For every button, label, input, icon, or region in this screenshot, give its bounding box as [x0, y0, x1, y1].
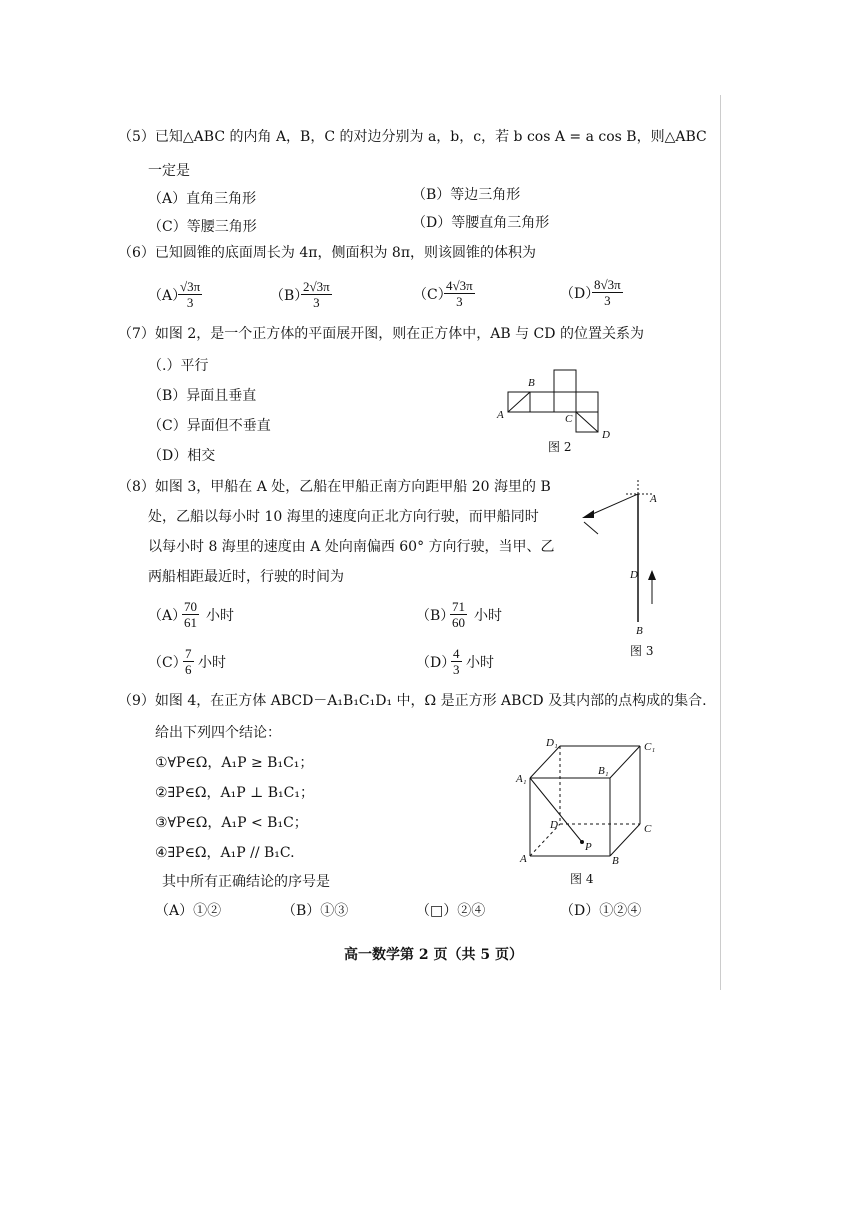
q6-denominator-a: 3	[186, 295, 194, 310]
fig4-label-d1: D₁	[546, 737, 558, 749]
q8-denominator-d: 3	[453, 662, 460, 677]
q9-ask: 其中所有正确结论的序号是	[162, 874, 330, 890]
fig4-label-d: D	[550, 819, 558, 831]
figure-2-cube-net	[496, 366, 616, 446]
q9-conclusion-2: ②∃P∈Ω，A₁P ⊥ B₁C₁；	[155, 785, 314, 801]
q6-numerator-b: 2√3π	[303, 279, 330, 294]
q6-fraction-d	[592, 277, 623, 308]
q9-conclusion-4: ④∃P∈Ω，A₁P // B₁C.	[155, 845, 295, 861]
q9-conclusion-1: ①∀P∈Ω，A₁P ≥ B₁C₁；	[155, 755, 314, 771]
q8-denominator-a: 61	[184, 615, 197, 630]
q8-numerator-c: 7	[185, 646, 192, 661]
q8-denominator-b: 60	[452, 615, 465, 630]
q8-label-c: （C）	[148, 655, 187, 671]
q6-numerator-d: 8√3π	[594, 277, 621, 292]
figure-3-caption: 图 3	[630, 644, 654, 658]
q6-numerator-c: 4√3π	[446, 278, 473, 293]
q6-label-a: （A）	[148, 288, 187, 304]
q8-fraction-b	[450, 599, 467, 630]
q8-line2: 处，乙船以每小时 10 海里的速度向正北方向行驶，而甲船同时	[148, 509, 539, 525]
q5-stem-line2: 一定是	[148, 163, 190, 179]
q6-label-d: （D）	[560, 286, 600, 302]
figure-3-ship-diagram	[560, 474, 690, 644]
q6-fraction-c	[444, 278, 475, 309]
fig2-label-d: D	[602, 429, 610, 441]
q7-stem: （7）如图 2，是一个正方体的平面展开图，则在正方体中，AB 与 CD 的位置关系为	[118, 326, 644, 342]
q9-stem: （9）如图 4，在正方体 ABCD－A₁B₁C₁D₁ 中，Ω 是正方形 ABCD 及其内部的点构成的集合.	[118, 693, 707, 709]
fig4-label-b: B	[612, 855, 619, 867]
q6-label-c: （C）	[413, 287, 452, 303]
fig4-label-p: P	[585, 841, 592, 853]
fig4-label-b1: B₁	[598, 765, 609, 777]
q8-unit-c: 小时	[198, 655, 226, 671]
q8-line4: 两船相距最近时，行驶的时间为	[148, 569, 344, 585]
q9-intro: 给出下列四个结论：	[155, 725, 281, 741]
q8-unit-b: 小时	[474, 608, 502, 624]
figure-4-caption: 图 4	[570, 872, 594, 886]
q7-option-b: （B）异面且垂直	[148, 388, 257, 404]
fig4-label-c1: C₁	[644, 741, 656, 753]
q6-denominator-b: 3	[313, 295, 320, 310]
q8-label-a: （A）	[148, 608, 187, 624]
fig3-label-d: D	[630, 569, 638, 581]
fig2-label-a: A	[497, 409, 504, 421]
fig2-label-c: C	[565, 413, 573, 425]
q8-fraction-d	[451, 646, 462, 677]
q5-option-b: （B）等边三角形	[412, 187, 521, 203]
q8-label-d: （D）	[416, 655, 456, 671]
q6-denominator-c: 3	[456, 294, 463, 309]
q5-option-a: （A）直角三角形	[148, 191, 257, 207]
fig3-label-b: B	[636, 625, 643, 637]
fig4-label-c: C	[644, 823, 652, 835]
q8-numerator-b: 71	[452, 599, 465, 614]
page-edge-line	[720, 95, 721, 990]
q5-stem-line1: （5）已知△ABC 的内角 A，B，C 的对边分别为 a，b，c，若 b cos A = a cos B，则△ABC	[118, 129, 707, 145]
q7-option-d: （D）相交	[148, 448, 216, 464]
q8-unit-a: 小时	[206, 608, 234, 624]
q8-line1: （8）如图 3，甲船在 A 处，乙船在甲船正南方向距甲船 20 海里的 B	[118, 479, 551, 495]
q6-stem: （6）已知圆锥的底面周长为 4π，侧面积为 8π，则该圆锥的体积为	[118, 245, 537, 261]
q8-line3: 以每小时 8 海里的速度由 A 处向南偏西 60° 方向行驶，当甲、乙	[148, 539, 555, 555]
q8-numerator-d: 4	[453, 646, 460, 661]
q9-option-d: （D）①②④	[560, 903, 642, 919]
q9-option-b: （B）①③	[282, 903, 349, 919]
figure-4-cube	[512, 730, 662, 870]
q8-unit-d: 小时	[466, 655, 494, 671]
fig4-label-a: A	[520, 853, 527, 865]
q7-option-c: （C）异面但不垂直	[148, 418, 271, 434]
fig2-label-b: B	[528, 377, 535, 389]
q5-option-d: （D）等腰直角三角形	[412, 215, 550, 231]
fig3-label-a: A	[650, 493, 657, 505]
q8-fraction-c	[183, 646, 194, 677]
page-footer: 高一数学第 2 页（共 5 页）	[344, 947, 523, 963]
q6-denominator-d: 3	[604, 293, 611, 308]
q8-label-b: （B）	[416, 608, 455, 624]
q9-conclusion-3: ③∀P∈Ω，A₁P < B₁C；	[155, 815, 308, 831]
q7-option-a: （.）平行	[148, 358, 209, 374]
q8-numerator-a: 70	[184, 599, 197, 614]
q9-option-c: （□）②④	[416, 903, 486, 919]
q8-denominator-c: 6	[185, 662, 192, 677]
q6-label-b: （B）	[270, 288, 309, 304]
q8-fraction-a	[182, 599, 199, 630]
fig4-label-a1: A₁	[516, 773, 527, 785]
q9-option-a: （A）①②	[155, 903, 222, 919]
q6-fraction-a	[178, 279, 202, 310]
q6-numerator-a: √3π	[180, 279, 201, 294]
figure-2-caption: 图 2	[548, 440, 572, 454]
q6-fraction-b	[301, 279, 332, 310]
q5-option-c: （C）等腰三角形	[148, 219, 257, 235]
